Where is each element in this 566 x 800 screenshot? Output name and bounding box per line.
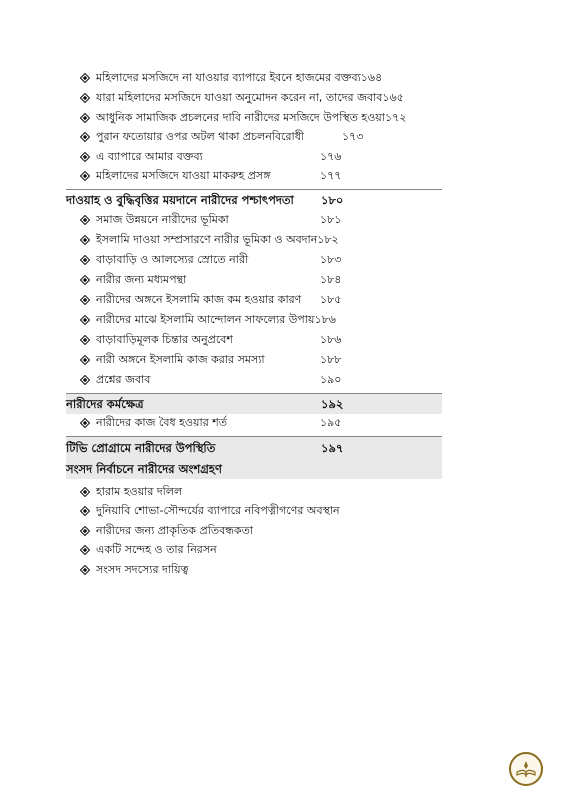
toc-entry[interactable] bbox=[80, 128, 442, 146]
book-pen-logo-icon bbox=[509, 752, 543, 786]
section-page: ১৯৭ bbox=[321, 441, 344, 455]
diamond-bullet-icon bbox=[80, 93, 90, 103]
toc-entry[interactable] bbox=[80, 541, 442, 559]
toc-entry-page: ১৮৫ bbox=[320, 293, 342, 306]
toc-entry[interactable] bbox=[80, 109, 442, 127]
diamond-bullet-icon bbox=[80, 113, 90, 123]
toc-entry-page: ১৮৬ bbox=[320, 333, 342, 346]
diamond-bullet-icon bbox=[80, 545, 90, 555]
diamond-bullet-icon bbox=[80, 355, 90, 365]
toc-entry[interactable] bbox=[80, 561, 442, 579]
toc-entry-text: নারীদের অঙ্গনে ইসলামি কাজ কম হওয়ার কারণ bbox=[96, 293, 302, 306]
toc-entry-text: নারীদের জন্য প্রাকৃতিক প্রতিবন্ধকতা bbox=[96, 524, 254, 537]
section-title: দাওয়াহ ও বুদ্ধিবৃত্তির ময়দানে নারীদের পশ্চাৎপদতা bbox=[66, 193, 294, 207]
toc-entry-page: ১৮২ bbox=[317, 233, 339, 246]
toc-entry-text: বাড়াবাড়ি ও আলস্যের স্রোতে নারী bbox=[96, 253, 249, 266]
section-title: টিভি প্রোগ্রামে নারীদের উপস্থিতি bbox=[66, 441, 216, 455]
toc-entry-text: দুনিয়াবি শোভা-সৌন্দর্যের ব্যাপারে নবিপত্নীগণের অবস্থান bbox=[96, 504, 340, 517]
toc-entry-page: ১৯৫ bbox=[320, 416, 342, 429]
toc-entry[interactable] bbox=[80, 251, 442, 269]
diamond-bullet-icon bbox=[80, 315, 90, 325]
diamond-bullet-icon bbox=[80, 375, 90, 385]
diamond-bullet-icon bbox=[80, 526, 90, 536]
toc-entry-page: ১৭৬ bbox=[320, 150, 342, 163]
section-title: নারীদের কর্মক্ষেত্র bbox=[66, 397, 144, 411]
toc-entry-text: আধুনিক সামাজিক প্রচলনের দাবি নারীদের মসজিদে উপস্থিত হওয়া bbox=[96, 111, 385, 124]
diamond-bullet-icon bbox=[80, 487, 90, 497]
diamond-bullet-icon bbox=[80, 132, 90, 142]
toc-entry-text: নারীর জন্য মধ্যমপন্থা bbox=[96, 273, 187, 286]
toc-entry-text: সংসদ সদস্যের দায়িত্ব bbox=[96, 563, 189, 576]
toc-entry-text: নারীদের মাঝে ইসলামি আন্দোলন সাফল্যের উপায় bbox=[96, 313, 315, 326]
diamond-bullet-icon bbox=[80, 215, 90, 225]
toc-section-heading[interactable] bbox=[66, 393, 442, 414]
diamond-bullet-icon bbox=[80, 506, 90, 516]
section-page: ১৮০ bbox=[321, 193, 344, 207]
toc-entry-text: নারী অঙ্গনে ইসলামি কাজ করার সমস্যা bbox=[96, 353, 265, 366]
diamond-bullet-icon bbox=[80, 275, 90, 285]
toc-entry-text: একটি সন্দেহ ও তার নিরসন bbox=[96, 543, 217, 556]
diamond-bullet-icon bbox=[80, 73, 90, 83]
toc-entry-text: নারীদের কাজ বৈধ হওয়ার শর্ত bbox=[96, 416, 228, 429]
toc-entry-page: ১৮৮ bbox=[320, 353, 342, 366]
toc-entry-text: এ ব্যাপারে আমার বক্তব্য bbox=[96, 150, 203, 163]
toc-entry-page: ১৮৩ bbox=[320, 253, 342, 266]
toc-entry-text: যারা মহিলাদের মসজিদে যাওয়া অনুমোদন করেন না, তাদের জবাব bbox=[96, 91, 383, 104]
toc-entry[interactable] bbox=[80, 502, 442, 520]
toc-entry[interactable] bbox=[80, 483, 442, 501]
toc-entry-page: ১৯০ bbox=[320, 373, 342, 386]
toc-section-heading[interactable] bbox=[66, 436, 442, 459]
toc-entry-page: ১৮৪ bbox=[320, 273, 342, 286]
toc-entry-text: পুরান ফতোয়ার ওপর অটল থাকা প্রচলনবিরোধী bbox=[96, 130, 305, 143]
diamond-bullet-icon bbox=[80, 295, 90, 305]
diamond-bullet-icon bbox=[80, 152, 90, 162]
diamond-bullet-icon bbox=[80, 235, 90, 245]
toc-entry-text: মহিলাদের মসজিদে না যাওয়ার ব্যাপারে ইবনে হাজমের বক্তব্য bbox=[96, 71, 361, 84]
diamond-bullet-icon bbox=[80, 255, 90, 265]
toc-entry-page: ১৮৬ bbox=[314, 313, 336, 326]
toc-entry-text: প্রশ্নের জবাব bbox=[96, 373, 151, 386]
toc-section-heading[interactable] bbox=[66, 459, 442, 479]
toc-entry[interactable] bbox=[80, 271, 442, 289]
toc-entry[interactable] bbox=[80, 89, 442, 107]
toc-entry-page: ১৬৪ bbox=[360, 71, 383, 84]
toc-section-heading[interactable] bbox=[66, 189, 442, 210]
toc-entry[interactable] bbox=[80, 351, 442, 369]
toc-entry[interactable] bbox=[80, 148, 442, 166]
toc-entry[interactable] bbox=[80, 291, 442, 309]
diamond-bullet-icon bbox=[80, 418, 90, 428]
toc-entry-page: ১৭৩ bbox=[342, 130, 364, 143]
toc-entry-page: ১৮১ bbox=[320, 213, 342, 226]
toc-entry[interactable] bbox=[80, 211, 442, 229]
toc-entry-text: ইসলামি দাওয়া সম্প্রসারণে নারীর ভূমিকা ও অবদান bbox=[96, 233, 318, 246]
toc-entry-page: ১৭৭ bbox=[320, 169, 342, 182]
toc-entry[interactable] bbox=[80, 331, 442, 349]
toc-entry[interactable] bbox=[80, 69, 442, 87]
toc-entry-text: বাড়াবাড়িমূলক চিন্তার অনুপ্রবেশ bbox=[96, 333, 233, 346]
toc-entry[interactable] bbox=[80, 311, 442, 329]
diamond-bullet-icon bbox=[80, 565, 90, 575]
diamond-bullet-icon bbox=[80, 335, 90, 345]
diamond-bullet-icon bbox=[80, 171, 90, 181]
toc-entry[interactable] bbox=[80, 414, 442, 432]
toc-entry[interactable] bbox=[80, 231, 442, 249]
toc-entry-page: ১৭২ bbox=[384, 111, 407, 124]
section-page: ১৯২ bbox=[321, 397, 344, 411]
toc-entry[interactable] bbox=[80, 371, 442, 389]
toc-entry-text: মহিলাদের মসজিদে যাওয়া মাকরুহ প্রসঙ্গ bbox=[96, 169, 271, 182]
toc-entry-text: সমাজ উন্নয়নে নারীদের ভূমিকা bbox=[96, 213, 229, 226]
section-title: সংসদ নির্বাচনে নারীদের অংশগ্রহণ bbox=[66, 462, 222, 476]
toc-entry[interactable] bbox=[80, 167, 442, 185]
toc-entry[interactable] bbox=[80, 522, 442, 540]
toc-entry-text: হারাম হওয়ার দলিল bbox=[96, 485, 183, 498]
toc-entry-page: ১৬৫ bbox=[382, 91, 404, 104]
